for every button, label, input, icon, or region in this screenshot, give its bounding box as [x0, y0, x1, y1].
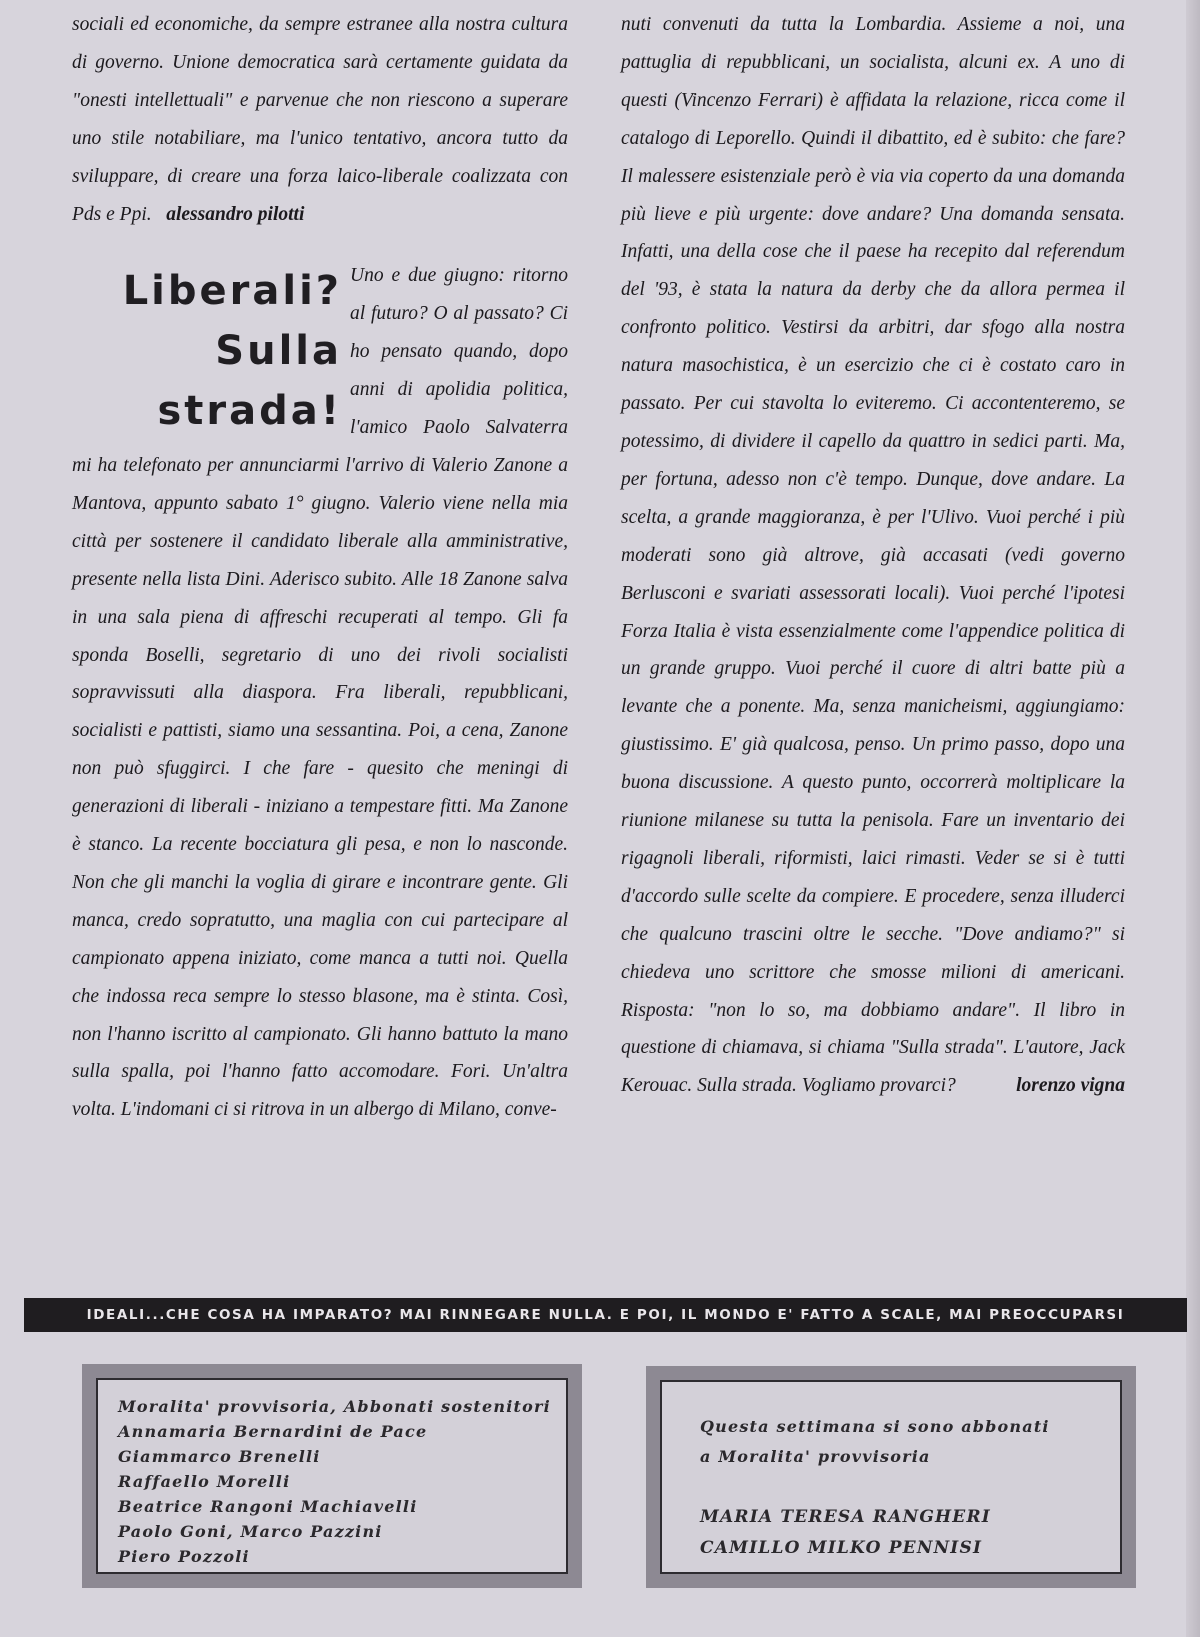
- article-signature: lorenzo vigna: [1016, 1075, 1125, 1097]
- supporter-name: Piero Pozzoli: [118, 1547, 250, 1566]
- new-subscribers-line-2: a Moralita' provvisoria: [700, 1447, 931, 1466]
- headline-line-1: Liberali?: [122, 268, 342, 315]
- supporters-title: Moralita' provvisoria, Abbonati sostenitori: [118, 1397, 551, 1416]
- article-body-left: Uno e due giugno: ritorno al futuro? O al passato? Ci ho pensato quando, dopo anni di apolidia politica, l'amico Paolo Salvaterra mi ha telefonato per annunciarmi l'arrivo di Valerio Zanone a Mantova, appunto sabato 1° giugno. Valerio viene nella mia città per sostenere il candidato liberale alla amministrative, presente nella lista Dini. Aderisco subito. Alle 18 Zanone salva in una sala piena di affreschi recuperati al tempo. Gli fa sponda Boselli, segretario di uno dei rivoli socialisti sopravvissuti alla diaspora. Fra liberali, repubblicani, socialisti e pattisti, siamo una sessantina. Poi, a cena, Zanone non può sfuggirci. I che fare - quesito che meningi di generazioni di liberali - iniziano a tempestare fitti. Ma Zanone è stanco. La recente bocciatura gli pesa, e non lo nasconde. Non che gli manchi la voglia di girare e incontrare gente. Gli manca, credo sopratutto, una maglia con cui partecipare al campionato appena iniziato, come manca a tutti noi. Quella che indossa reca sempre lo stesso blasone, ma è stinta. Così, non l'hanno iscritto al campionato. Gli hanno battuto la mano sulla spalla, poi l'hanno fatto accomodare. Fori. Un'altra volta. L'indomani ci si ritrova in un albergo di Milano, conve-: [72, 265, 568, 1121]
- supporters-box: [82, 1364, 582, 1588]
- quote-banner: IDEALI...CHE COSA HA IMPARATO? MAI RINNEGARE NULLA. E POI, IL MONDO E' FATTO A SCALE, MAI PREOCCUPARSI: [24, 1298, 1187, 1332]
- right-column: [621, 6, 1125, 1105]
- supporter-name: Giammarco Brenelli: [118, 1447, 321, 1466]
- subscriber-name: CAMILLO MILKO PENNISI: [700, 1538, 983, 1558]
- supporter-name: Paolo Goni, Marco Pazzini: [118, 1522, 383, 1541]
- supporter-name: Annamaria Bernardini de Pace: [118, 1422, 428, 1441]
- intro-signature: alessandro pilotti: [166, 203, 305, 225]
- headline-line-3: strada!: [157, 388, 342, 435]
- supporter-name: Beatrice Rangoni Machiavelli: [118, 1497, 418, 1516]
- subscriber-name: MARIA TERESA RANGHERI: [700, 1507, 991, 1527]
- new-subscribers-box: [646, 1366, 1136, 1588]
- intro-paragraph: sociali ed economiche, da sempre estranee alla nostra cultura di governo. Unione democratica sarà certamente guidata da "onesti intellettuali" e parvenue che non riescono a superare uno stile notabiliare, ma l'unico tentativo, ancora tutto da sviluppare, di creare una forza laico-liberale coalizzata con Pds e Ppi. alessandro pilotti: [72, 14, 568, 225]
- supporter-name: Raffaello Morelli: [118, 1472, 291, 1491]
- page-edge: [1186, 0, 1200, 1637]
- article-headline: [72, 257, 342, 441]
- left-column: [72, 6, 568, 1129]
- new-subscribers-line-1: Questa settimana si sono abbonati: [700, 1417, 1050, 1436]
- headline-line-2: Sulla: [215, 328, 342, 375]
- article-body-right: nuti convenuti da tutta la Lombardia. Assieme a noi, una pattuglia di repubblicani, un socialista, alcuni ex. A uno di questi (Vincenzo Ferrari) è affidata la relazione, ricca come il catalogo di Leporello. Quindi il dibattito, ed è subito: che fare? Il malessere esistenziale però è via via coperto da una domanda più lieve e più urgente: dove andare? Una domanda sensata. Infatti, una della cose che il paese ha recepito dal referendum del '93, è stata la natura da derby che da allora permea il confronto politico. Vestirsi da arbitri, dar sfogo alla nostra natura masochistica, è un esercizio che ci è costato caro in passato. Per cui stavolta lo eviteremo. Ci accontenteremo, se potessimo, di dividere il capello da quattro in sedici parti. Ma, per fortuna, adesso non c'è tempo. Dunque, dove andare. La scelta, a grande maggioranza, è per l'Ulivo. Vuoi perché i più moderati sono già altrove, già accasati (vedi governo Berlusconi e svariati assessorati locali). Vuoi perché l'ipotesi Forza Italia è vista essenzialmente come l'appendice politica di un grande gruppo. Vuoi perché il cuore di altri batte più a levante che a ponente. Ma, senza manicheismi, aggiungiamo: giustissimo. E' già qualcosa, penso. Un primo passo, dopo una buona discussione. A questo punto, occorrerà moltiplicare la riunione milanese su tutta la penisola. Fare un inventario dei rigagnoli liberali, riformisti, laici rimasti. Veder se si è tutti d'accordo sulle scelte da compiere. E procedere, senza illuderci che qualcuno trascini oltre le secche. "Dove andiamo?" si chiedeva uno scrittore che smosse milioni di americani. Risposta: "non lo so, ma dobbiamo andare". Il libro in questione di chiamava, si chiama "Sulla strada". L'autore, Jack Kerouac. Sulla strada. Vogliamo provarci? lorenzo vigna: [621, 6, 1125, 1105]
